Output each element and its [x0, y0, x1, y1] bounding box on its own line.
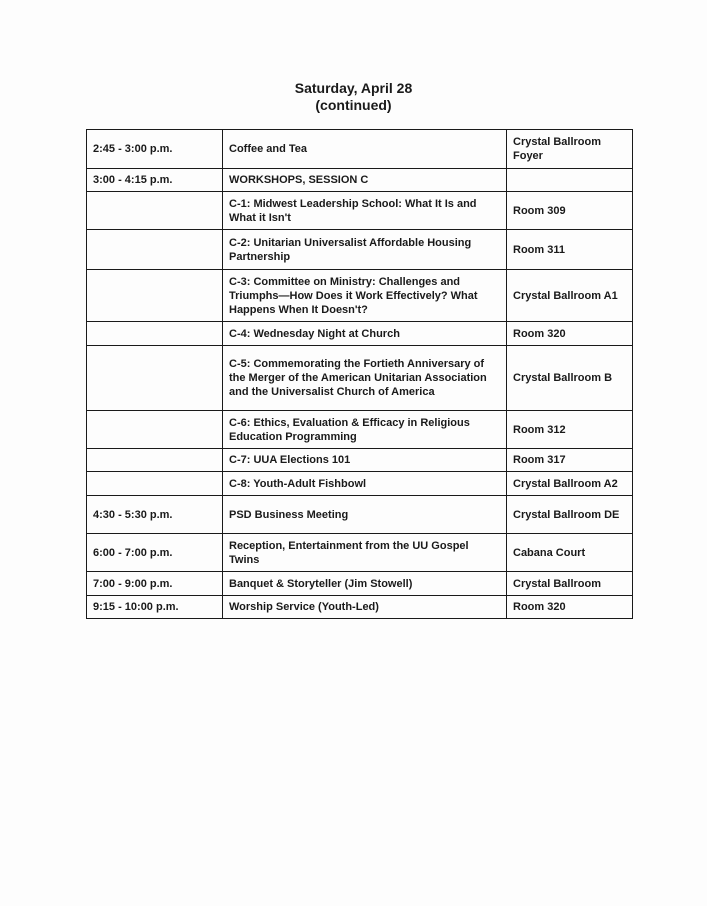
time-cell: 6:00 - 7:00 p.m. — [87, 534, 223, 572]
event-cell: C-5: Commemorating the Fortieth Anniversary of the Merger of the American Unitarian Association and the Universalist Church of America — [223, 346, 507, 411]
event-cell: C-8: Youth-Adult Fishbowl — [223, 472, 507, 496]
table-row — [87, 411, 633, 449]
room-cell: Crystal Ballroom A1 — [507, 270, 633, 322]
event-cell: C-4: Wednesday Night at Church — [223, 322, 507, 346]
event-cell: C-7: UUA Elections 101 — [223, 449, 507, 472]
table-row — [87, 596, 633, 619]
room-cell: Room 320 — [507, 596, 633, 619]
table-row — [87, 496, 633, 534]
room-cell: Room 320 — [507, 322, 633, 346]
room-cell: Room 312 — [507, 411, 633, 449]
time-cell: 7:00 - 9:00 p.m. — [87, 572, 223, 596]
event-cell: C-2: Unitarian Universalist Affordable Housing Partnership — [223, 230, 507, 270]
time-cell — [87, 230, 223, 270]
time-cell: 9:15 - 10:00 p.m. — [87, 596, 223, 619]
room-cell: Room 309 — [507, 192, 633, 230]
event-cell: Banquet & Storyteller (Jim Stowell) — [223, 572, 507, 596]
room-cell: Crystal Ballroom B — [507, 346, 633, 411]
time-cell — [87, 472, 223, 496]
room-cell: Cabana Court — [507, 534, 633, 572]
room-cell: Crystal Ballroom A2 — [507, 472, 633, 496]
time-cell: 3:00 - 4:15 p.m. — [87, 169, 223, 192]
table-row — [87, 169, 633, 192]
table-row — [87, 130, 633, 169]
event-cell: C-1: Midwest Leadership School: What It Is and What it Isn't — [223, 192, 507, 230]
event-cell: Coffee and Tea — [223, 130, 507, 169]
time-cell: 2:45 - 3:00 p.m. — [87, 130, 223, 169]
page-title — [0, 80, 707, 114]
room-cell: Room 317 — [507, 449, 633, 472]
room-cell: Crystal Ballroom Foyer — [507, 130, 633, 169]
time-cell — [87, 192, 223, 230]
time-cell — [87, 449, 223, 472]
title-continued: (continued) — [315, 97, 392, 113]
table-row — [87, 230, 633, 270]
table-row — [87, 472, 633, 496]
room-cell: Crystal Ballroom DE — [507, 496, 633, 534]
table-row — [87, 572, 633, 596]
event-cell: PSD Business Meeting — [223, 496, 507, 534]
room-cell: Crystal Ballroom — [507, 572, 633, 596]
table-row — [87, 192, 633, 230]
table-row — [87, 270, 633, 322]
table-row — [87, 449, 633, 472]
time-cell: 4:30 - 5:30 p.m. — [87, 496, 223, 534]
room-cell — [507, 169, 633, 192]
table-row — [87, 534, 633, 572]
time-cell — [87, 346, 223, 411]
time-cell — [87, 411, 223, 449]
table-row — [87, 346, 633, 411]
event-cell: Reception, Entertainment from the UU Gospel Twins — [223, 534, 507, 572]
time-cell — [87, 322, 223, 346]
event-cell: Worship Service (Youth-Led) — [223, 596, 507, 619]
table-row — [87, 322, 633, 346]
event-cell: C-3: Committee on Ministry: Challenges and Triumphs—How Does it Work Effectively? What Happens When It Doesn't? — [223, 270, 507, 322]
event-cell: C-6: Ethics, Evaluation & Efficacy in Religious Education Programming — [223, 411, 507, 449]
title-date: Saturday, April 28 — [294, 80, 413, 96]
schedule-table — [86, 129, 633, 619]
room-cell: Room 311 — [507, 230, 633, 270]
time-cell — [87, 270, 223, 322]
event-cell: WORKSHOPS, SESSION C — [223, 169, 507, 192]
